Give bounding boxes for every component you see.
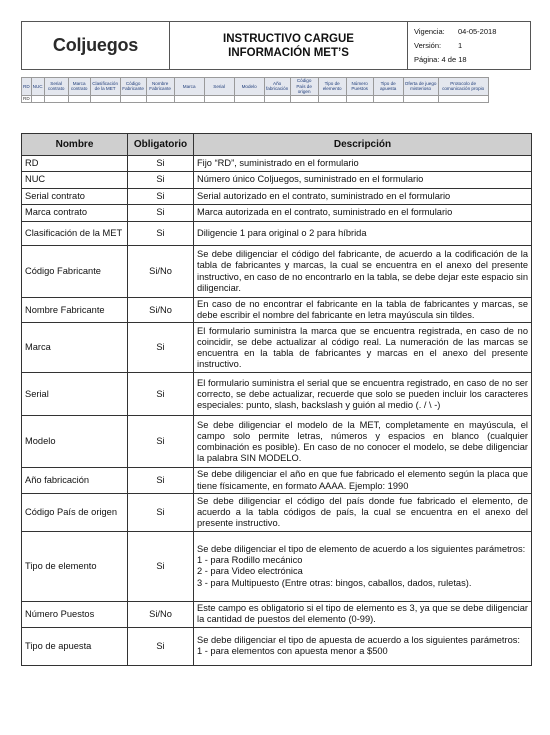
column-layout-body-row <box>22 95 489 102</box>
table-row <box>22 601 532 627</box>
page-row <box>414 53 530 67</box>
field-description <box>194 172 532 189</box>
table-row <box>22 373 532 416</box>
field-required: Si <box>128 205 194 222</box>
column-layout-header-cell: Tipo de elemento <box>318 78 346 96</box>
column-layout-header-cell: Serial <box>204 78 234 96</box>
column-layout-header-cell: Protocolo de comunicación propio <box>438 78 488 96</box>
field-required: Si <box>128 531 194 601</box>
table-row <box>22 323 532 373</box>
field-name: Código País de origen <box>22 493 128 531</box>
column-layout-header-cell: Número Puestos <box>346 78 373 96</box>
description-line: En caso de no encontrar el fabricante en la tabla de fabricantes y marcas, se debe escribir el nombre del fabricante en letra mayúscula sin tildes. <box>197 299 528 321</box>
column-layout-table <box>21 77 489 103</box>
field-description <box>194 531 532 601</box>
field-name: Modelo <box>22 416 128 468</box>
fields-table-header <box>22 134 532 156</box>
column-layout-header-cell: Año fabricación <box>264 78 290 96</box>
column-layout-header-row <box>22 78 489 96</box>
table-row <box>22 156 532 172</box>
document-meta <box>408 22 530 69</box>
field-description <box>194 205 532 222</box>
column-layout-header-cell: Oferta de juego misterioso <box>403 78 438 96</box>
field-required: Si <box>128 416 194 468</box>
description-line: Serial autorizado en el contrato, suministrado en el formulario <box>197 190 451 201</box>
column-layout-body-cell <box>438 95 488 102</box>
title-line-1: INSTRUCTIVO CARGUE <box>223 32 354 45</box>
column-layout-header-cell: Nombre Fabricante <box>146 78 174 96</box>
column-layout-body-cell <box>403 95 438 102</box>
description-line: Se debe diligenciar el código del fabricante, de acuerdo a la codificación de la tabla de fabricantes y marcas, la cual se encuentra en el anexo del presente instructivo, en caso de no encontrarlo en la tabla, se debe dejar este espacio sin diligenciar. <box>197 249 528 293</box>
column-layout-body-cell <box>234 95 264 102</box>
table-row <box>22 189 532 205</box>
column-layout-header-cell: Clasificación de la MET <box>90 78 120 96</box>
vigencia-label: Vigencia: <box>414 26 445 36</box>
description-line: Se debe diligenciar el código del país donde fue fabricado el elemento, de acuerdo a la tabla códigos de país, la cual se encuentra en el anexo del presente instructivo. <box>197 495 528 528</box>
document-title <box>170 22 408 69</box>
table-row <box>22 222 532 246</box>
logo-cell <box>22 22 170 69</box>
field-description <box>194 323 532 373</box>
table-row <box>22 172 532 189</box>
field-name: Código Fabricante <box>22 246 128 298</box>
field-description <box>194 189 532 205</box>
field-required: Si/No <box>128 298 194 323</box>
field-required: Si <box>128 189 194 205</box>
field-name: Número Puestos <box>22 601 128 627</box>
column-layout-header-cell: Serial contrato <box>44 78 68 96</box>
table-row <box>22 531 532 601</box>
column-layout-header-cell: Código País de origen <box>290 78 318 96</box>
title-line-2: INFORMACIÓN MET’S <box>228 46 349 59</box>
fields-table <box>21 133 532 666</box>
column-layout-body-cell <box>290 95 318 102</box>
column-layout-body-cell <box>68 95 90 102</box>
description-line: Se debe diligenciar el tipo de apuesta de acuerdo a los siguientes parámetros: <box>197 635 521 646</box>
field-required: Si/No <box>128 246 194 298</box>
vigencia-row <box>414 25 530 39</box>
description-line: El formulario suministra el serial que se encuentra registrado, en caso de no ser correcto, se debe actualizar, recuerde que solo se pueden incluir los caracteres especiales: punto, slash, backslash y guión al medio (. / \ -) <box>197 377 528 410</box>
field-description <box>194 416 532 468</box>
field-description <box>194 493 532 531</box>
column-layout-body-cell <box>204 95 234 102</box>
version-label: Versión: <box>414 40 442 50</box>
column-layout-body-cell <box>146 95 174 102</box>
document-header <box>21 21 531 70</box>
column-layout-body-cell <box>318 95 346 102</box>
field-required: Si <box>128 222 194 246</box>
field-required: Si <box>128 468 194 493</box>
column-layout-header-cell: RD <box>22 78 32 96</box>
vigencia-value: 04-05-2018 <box>458 26 497 36</box>
coljuegos-logo: Coljuegos <box>52 35 139 55</box>
column-layout-header-cell: Tipo de apuesta <box>373 78 403 96</box>
table-row <box>22 468 532 493</box>
description-line: Se debe diligenciar el año en que fue fabricado el elemento según la placa que tiene físicamente, en formato AAAA. Ejemplo: 1990 <box>197 469 528 491</box>
table-row <box>22 246 532 298</box>
page-number: Página: 4 de 18 <box>414 54 467 64</box>
column-layout-header-cell: Marca contrato <box>68 78 90 96</box>
description-line: 2 - para Video electrónica <box>197 566 303 577</box>
field-name: RD <box>22 156 128 172</box>
field-name: Marca <box>22 323 128 373</box>
description-line: Marca autorizada en el contrato, suministrado en el formulario <box>197 207 453 218</box>
column-layout-body-cell <box>44 95 68 102</box>
version-row <box>414 39 530 53</box>
field-name: Marca contrato <box>22 205 128 222</box>
field-name: Nombre Fabricante <box>22 298 128 323</box>
column-layout-header-cell: Código Fabricante <box>120 78 146 96</box>
fields-table-body <box>22 156 532 666</box>
column-layout-body-cell <box>346 95 373 102</box>
column-layout-body-cell <box>174 95 204 102</box>
field-required: Si <box>128 373 194 416</box>
table-row <box>22 205 532 222</box>
column-layout-body-cell <box>120 95 146 102</box>
description-line: Este campo es obligatorio si el tipo de elemento es 3, ya que se debe diligenciar la cantidad de puestos del elemento (0-99). <box>197 603 528 625</box>
column-layout-body-cell <box>31 95 44 102</box>
description-line: 1 - para elementos con apuesta menor a $500 <box>197 646 388 657</box>
field-required: Si <box>128 627 194 665</box>
table-row <box>22 416 532 468</box>
description-line: Diligencie 1 para original o 2 para híbrida <box>197 227 367 238</box>
description-line: Se debe diligenciar el tipo de elemento de acuerdo a los siguientes parámetros: <box>197 543 526 554</box>
description-line: 3 - para Multipuesto (Entre otras: bingos, caballos, dados, ruletas). <box>197 577 472 588</box>
column-layout-body-cell <box>264 95 290 102</box>
field-required: Si <box>128 156 194 172</box>
column-layout-body-cell <box>90 95 120 102</box>
column-layout-body-cell <box>373 95 403 102</box>
field-required: Si/No <box>128 601 194 627</box>
column-layout-header-cell: Marca <box>174 78 204 96</box>
header-descripcion: Descripción <box>194 134 532 156</box>
field-required: Si <box>128 172 194 189</box>
description-line: Número único Coljuegos, suministrado en el formulario <box>197 174 424 185</box>
field-name: Serial <box>22 373 128 416</box>
field-description <box>194 156 532 172</box>
table-row <box>22 493 532 531</box>
field-name: Tipo de apuesta <box>22 627 128 665</box>
field-description <box>194 468 532 493</box>
description-line: Fijo “RD”, suministrado en el formulario <box>197 157 359 168</box>
field-description <box>194 298 532 323</box>
field-name: Año fabricación <box>22 468 128 493</box>
column-layout-header-cell: Modelo <box>234 78 264 96</box>
field-description <box>194 222 532 246</box>
version-value: 1 <box>458 40 463 50</box>
header-nombre: Nombre <box>22 134 128 156</box>
column-layout-header-cell: NUC <box>31 78 44 96</box>
field-description <box>194 627 532 665</box>
field-description <box>194 601 532 627</box>
field-description <box>194 246 532 298</box>
header-obligatorio: Obligatorio <box>128 134 194 156</box>
description-line: 1 - para Rodillo mecánico <box>197 555 303 566</box>
description-line: Se debe diligenciar el modelo de la MET, completamente en mayúscula, el campo solo permite letras, números y espacios en blanco (cualquier combinación es posible). En caso de no conocer el modelo, se debe diligenciar la palabra SIN MODELO. <box>197 419 528 464</box>
field-name: NUC <box>22 172 128 189</box>
field-required: Si <box>128 323 194 373</box>
description-line: El formulario suministra la marca que se encuentra registrada, en caso de no coincidir, se debe actualizar al código real. La numeración de las marcas se encuentra en la tabla de fabricantes y marcas en el anexo del presente instructivo. <box>197 325 528 370</box>
field-required: Si <box>128 493 194 531</box>
field-name: Serial contrato <box>22 189 128 205</box>
field-name: Clasificación de la MET <box>22 222 128 246</box>
table-row <box>22 627 532 665</box>
field-name: Tipo de elemento <box>22 531 128 601</box>
column-layout-body-cell: RD <box>23 95 30 101</box>
table-row <box>22 298 532 323</box>
field-description <box>194 373 532 416</box>
